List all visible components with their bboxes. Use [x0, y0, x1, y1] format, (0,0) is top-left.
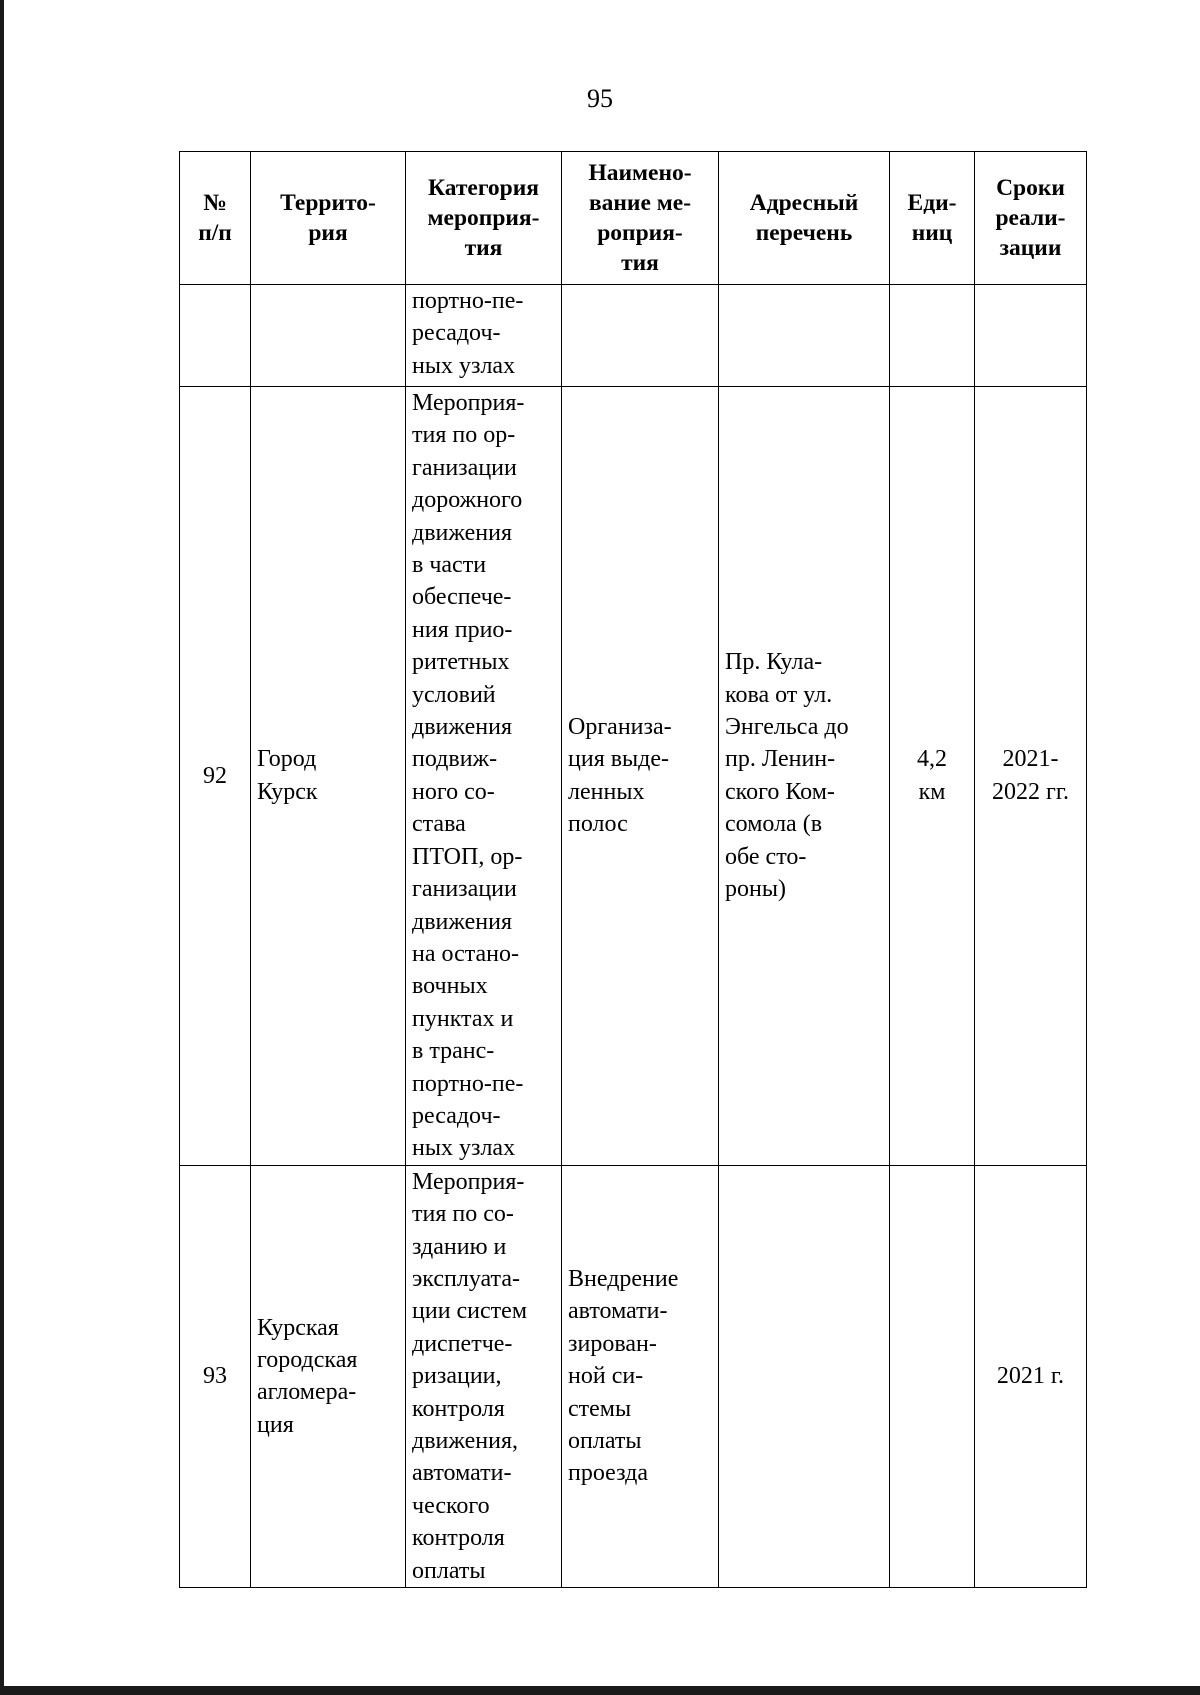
- table-header-row: [180, 152, 1087, 285]
- header-name: Наимено- вание ме- роприя- тия: [562, 152, 719, 285]
- cell-period: 2021 г.: [975, 1165, 1087, 1587]
- table-row: [180, 285, 1087, 387]
- cell-units: [890, 285, 975, 387]
- cell-name: [562, 285, 719, 387]
- scan-edge-left: [0, 0, 4, 1695]
- cell-units: 4,2 км: [890, 387, 975, 1166]
- activities-table: [179, 151, 1087, 1588]
- scan-edge-bottom: [0, 1686, 1200, 1695]
- cell-period: [975, 285, 1087, 387]
- cell-period: 2021- 2022 гг.: [975, 387, 1087, 1166]
- cell-address: [719, 285, 890, 387]
- cell-category: Мероприя- тия по со- зданию и эксплуата- ции систем диспетче- ризации, контроля движения, автомати- ческого контроля оплаты: [406, 1165, 562, 1587]
- cell-territory: Курская городская агломера- ция: [251, 1165, 406, 1587]
- cell-num: 92: [180, 387, 251, 1166]
- cell-name: Организа- ция выде- ленных полос: [562, 387, 719, 1166]
- header-units: Еди- ниц: [890, 152, 975, 285]
- header-num: № п/п: [180, 152, 251, 285]
- cell-territory: Город Курск: [251, 387, 406, 1166]
- cell-num: 93: [180, 1165, 251, 1587]
- header-address: Адресный перечень: [719, 152, 890, 285]
- header-category: Категория мероприя- тия: [406, 152, 562, 285]
- header-territory: Террито- рия: [251, 152, 406, 285]
- cell-address: Пр. Кула- кова от ул. Энгельса до пр. Ленин- ского Ком- сомола (в обе сто- роны): [719, 387, 890, 1166]
- cell-num: [180, 285, 251, 387]
- cell-territory: [251, 285, 406, 387]
- cell-category: Мероприя- тия по ор- ганизации дорожного движения в части обеспече- ния прио- ритетных условий движения подвиж- ного со- става ПТОП, ор- ганизации движения на остано- вочных пунктах и в транс- портно-пе- ресадоч- ных узлах: [406, 387, 562, 1166]
- cell-category: портно-пе- ресадоч- ных узлах: [406, 285, 562, 387]
- page-number: 95: [587, 84, 613, 113]
- cell-address: [719, 1165, 890, 1587]
- cell-name: Внедрение автомати- зирован- ной си- стемы оплаты проезда: [562, 1165, 719, 1587]
- table-row: [180, 387, 1087, 1166]
- table-row: [180, 1165, 1087, 1587]
- cell-units: [890, 1165, 975, 1587]
- header-period: Сроки реали- зации: [975, 152, 1087, 285]
